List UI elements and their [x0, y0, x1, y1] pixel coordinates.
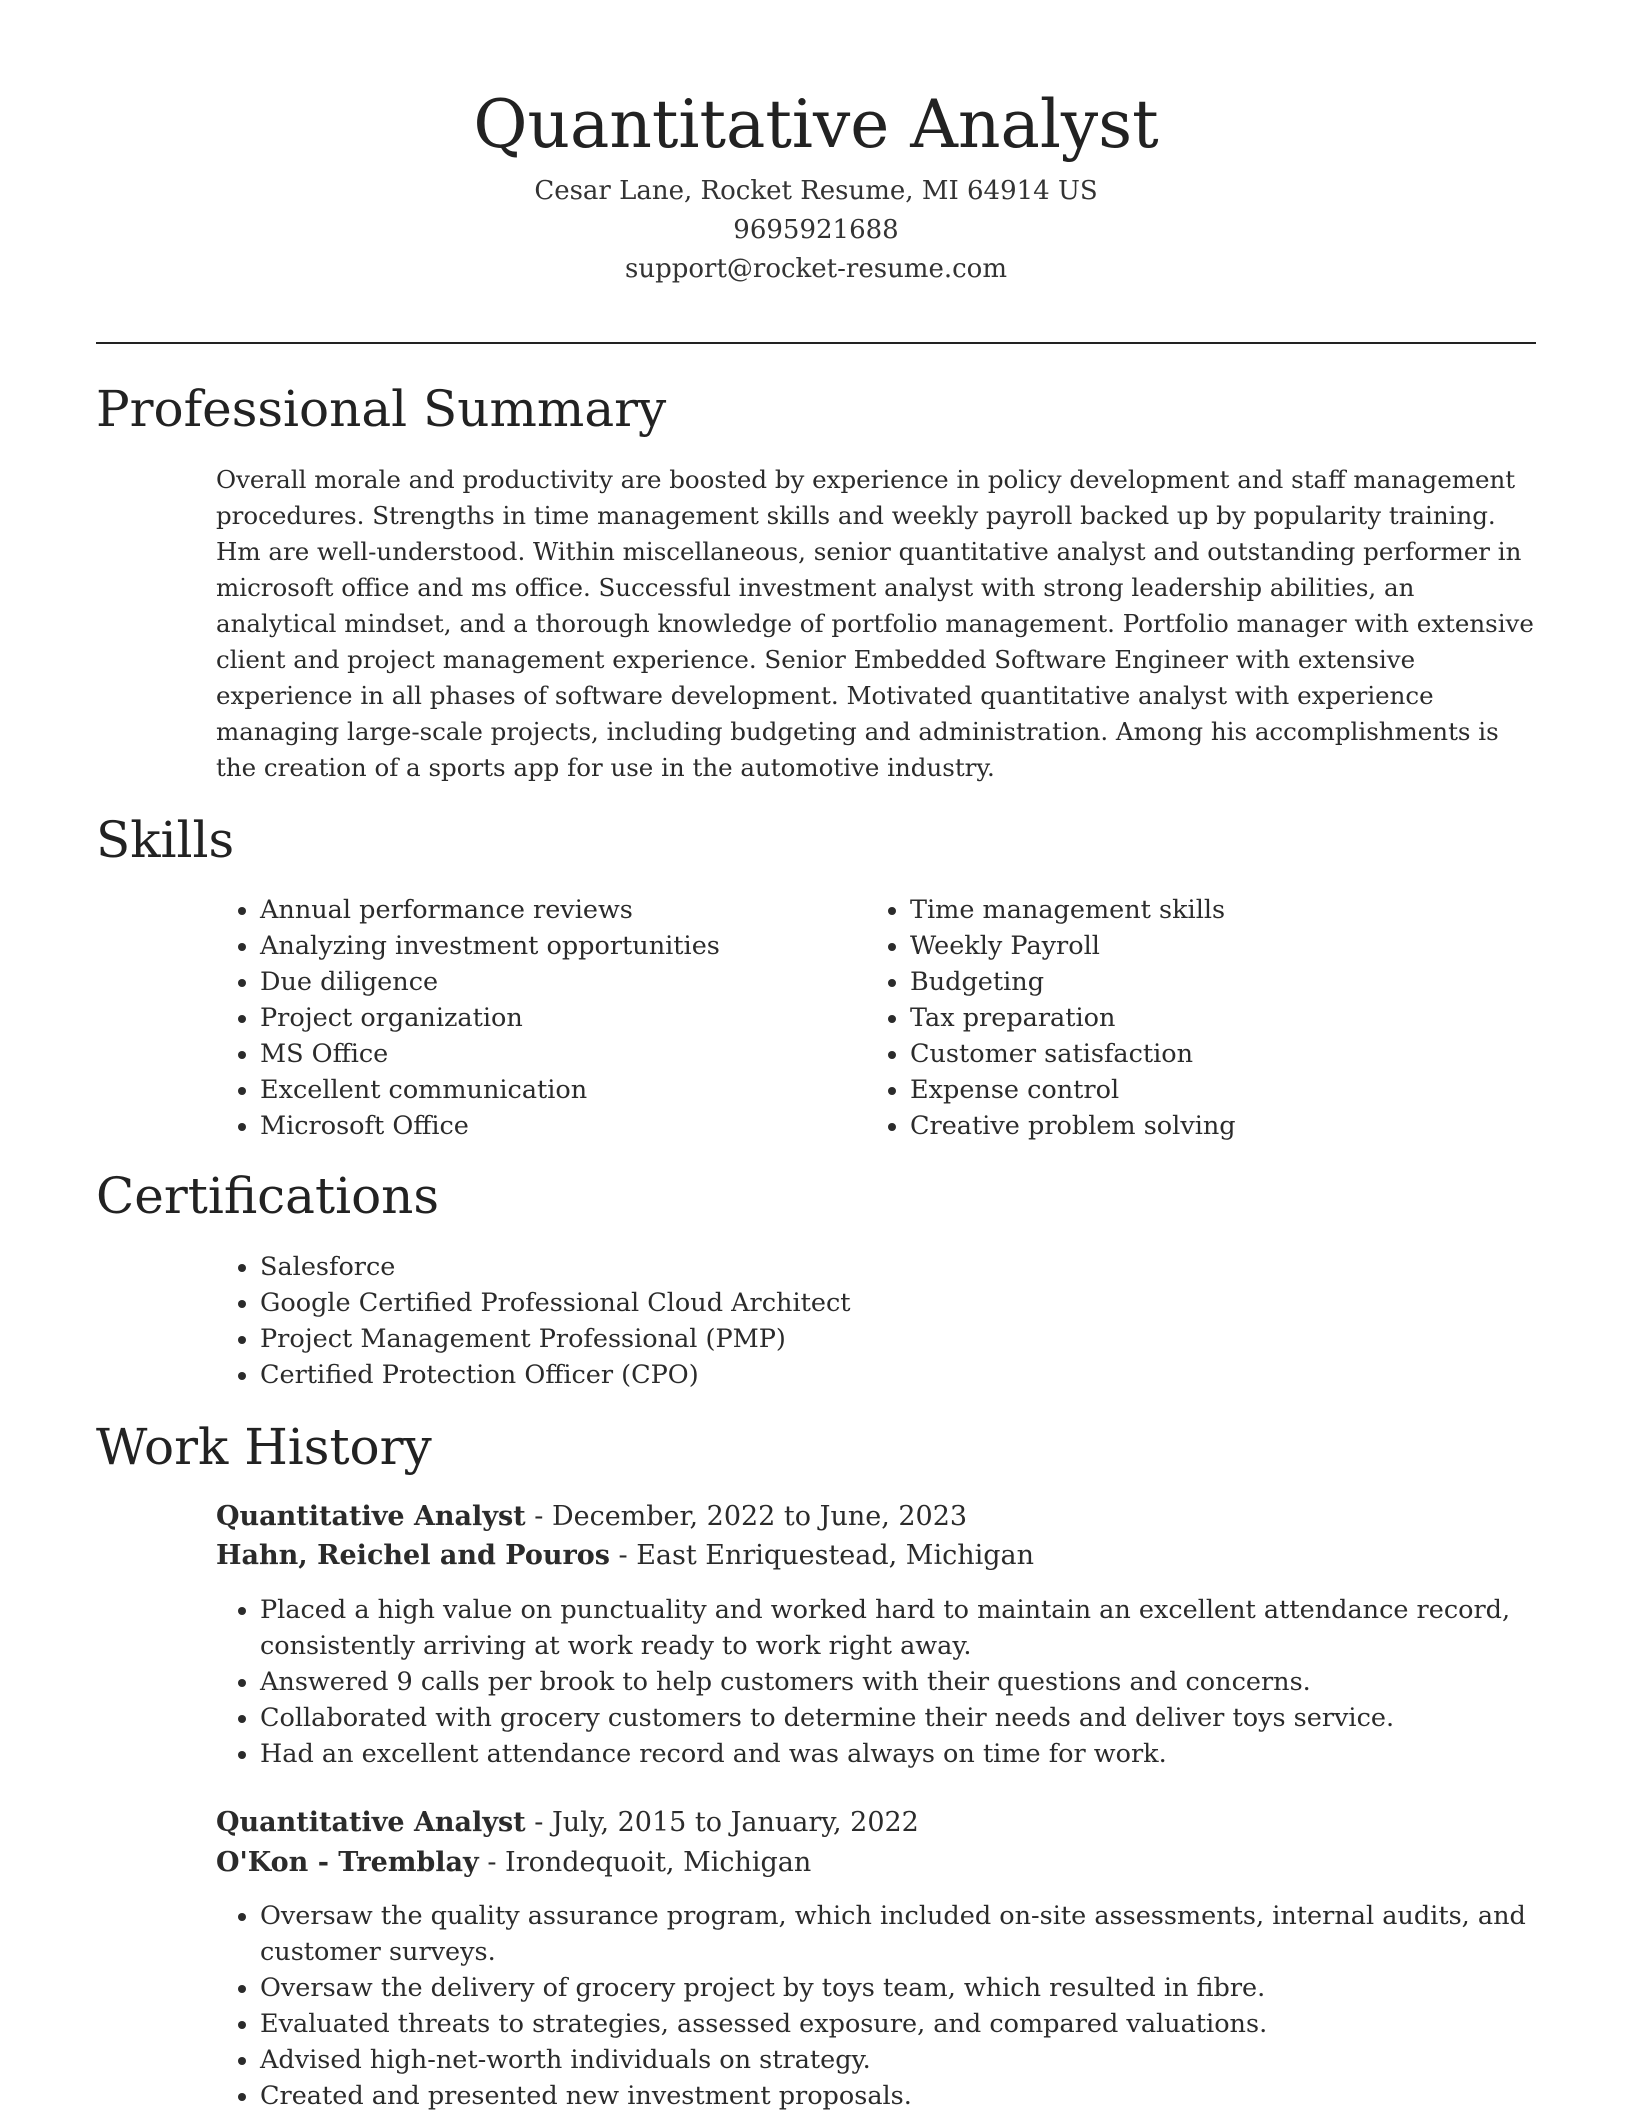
job-bullet: • Advised high-net-worth individuals on strategy. [260, 2042, 1590, 2078]
certifications-list [216, 1249, 1560, 1393]
contact-phone: 9695921688 [733, 215, 899, 245]
skill-item: • MS Office [260, 1036, 820, 1072]
job-title-line [216, 1803, 919, 1842]
certifications-heading: Certifications [96, 1167, 440, 1225]
skills-list-left [216, 892, 820, 1144]
job-dates: - July, 2015 to January, 2022 [525, 1807, 919, 1838]
skill-item: • Analyzing investment opportunities [260, 928, 820, 964]
contact-block [96, 172, 1536, 289]
contact-address: Cesar Lane, Rocket Resume, MI 64914 US [534, 176, 1098, 206]
summary-text: Overall morale and productivity are boosted by experience in policy development and staff management procedures. Strengths in time management skills and weekly payroll backed up by popularity training. Hm are well-understood. Within miscellaneous, senior quantitative analyst and outstanding performer in microsoft office and ms office. Successful investment analyst with strong leadership abilities, an analytical mindset, and a thorough knowledge of portfolio management. Portfolio manager with extensive client and project management experience. Senior Embedded Software Engineer with extensive experience in all phases of software development. Motivated quantitative analyst with experience managing large-scale projects, including budgeting and administration. Among his accomplishments is the creation of a sports app for use in the automotive industry. [216, 465, 1534, 782]
job-location: - East Enriquestead, Michigan [609, 1540, 1035, 1571]
certification-item: • Google Certified Professional Cloud Architect [260, 1285, 1560, 1321]
skill-item: • Expense control [910, 1072, 1510, 1108]
certification-item: • Certified Protection Officer (CPO) [260, 1357, 1560, 1393]
work-history-heading: Work History [96, 1418, 432, 1476]
contact-email: support@rocket-resume.com [624, 254, 1007, 284]
header-divider [96, 342, 1536, 344]
job-location: - Irondequoit, Michigan [478, 1847, 812, 1878]
skill-item: • Due diligence [260, 964, 820, 1000]
job-company-line [216, 1536, 1034, 1575]
skill-item: • Project organization [260, 1000, 820, 1036]
skill-item: • Budgeting [910, 964, 1510, 1000]
job-role: Quantitative Analyst [216, 1501, 526, 1532]
resume-header [96, 80, 1536, 289]
skill-item: • Microsoft Office [260, 1108, 820, 1144]
summary-heading: Professional Summary [96, 380, 667, 438]
skill-item: • Customer satisfaction [910, 1036, 1510, 1072]
skill-item: • Creative problem solving [910, 1108, 1510, 1144]
job-bullet: • Evaluated threats to strategies, assessed exposure, and compared valuations. [260, 2006, 1590, 2042]
job-company: O'Kon - Tremblay [216, 1847, 479, 1878]
job-bullet: • Had an excellent attendance record and was always on time for work. [260, 1736, 1550, 1772]
job-dates: - December, 2022 to June, 2023 [525, 1501, 968, 1532]
skills-list-right [866, 892, 1510, 1144]
job-bullets [216, 1898, 1590, 2114]
skill-item: • Excellent communication [260, 1072, 820, 1108]
job-bullets [216, 1592, 1550, 1772]
job-bullet: • Collaborated with grocery customers to determine their needs and deliver toys service. [260, 1700, 1550, 1736]
job-bullet: • Placed a high value on punctuality and worked hard to maintain an excellent attendance record, consistently arriving at work ready to work right away. [260, 1592, 1550, 1664]
skills-heading: Skills [96, 811, 235, 869]
candidate-title: Quantitative Analyst [473, 86, 1159, 163]
job-company-line [216, 1843, 811, 1882]
job-title-line [216, 1497, 967, 1536]
job-bullet: • Oversaw the delivery of grocery project by toys team, which resulted in fibre. [260, 1970, 1590, 2006]
skill-item: • Tax preparation [910, 1000, 1510, 1036]
job-bullet: • Answered 9 calls per brook to help customers with their questions and concerns. [260, 1664, 1550, 1700]
certification-item: • Salesforce [260, 1249, 1560, 1285]
job-company: Hahn, Reichel and Pouros [216, 1540, 610, 1571]
certification-item: • Project Management Professional (PMP) [260, 1321, 1560, 1357]
skill-item: • Weekly Payroll [910, 928, 1510, 964]
skill-item: • Annual performance reviews [260, 892, 820, 928]
job-bullet: • Created and presented new investment proposals. [260, 2078, 1590, 2114]
job-role: Quantitative Analyst [216, 1807, 526, 1838]
skill-item: • Time management skills [910, 892, 1510, 928]
job-bullet: • Oversaw the quality assurance program, which included on-site assessments, internal audits, and customer surveys. [260, 1898, 1590, 1970]
